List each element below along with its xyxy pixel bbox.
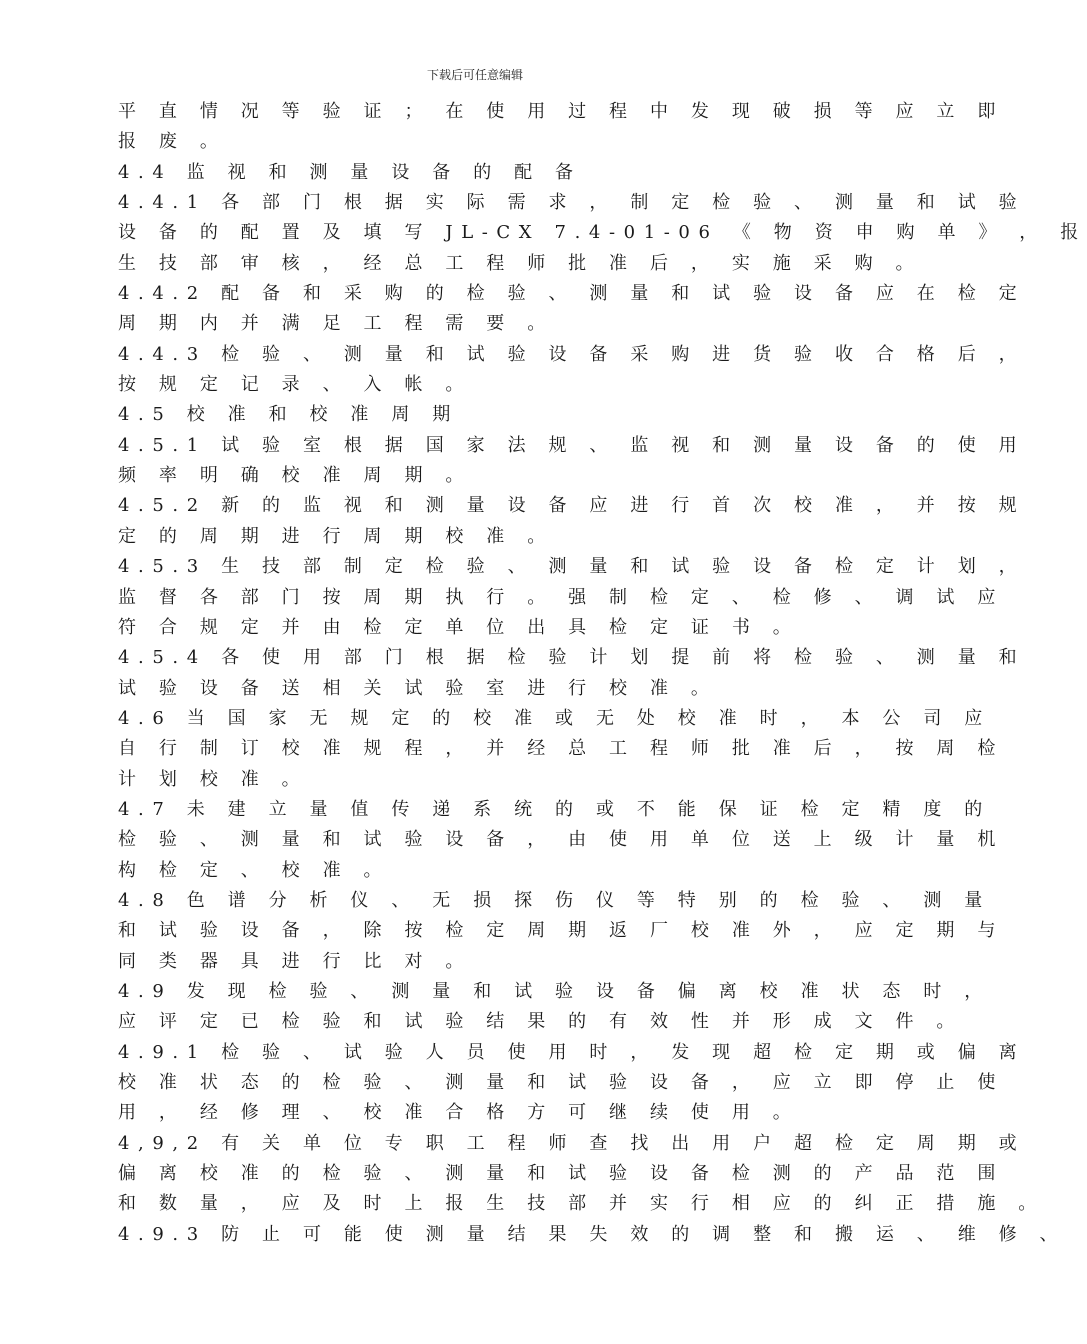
text-line: 设 备 的 配 置 及 填 写 JL-CX 7.4-01-06 《 物 资 申 购 单 》 ， 报	[118, 222, 1087, 244]
text-line: 4.5.3 生 技 部 制 定 检 验 、 测 量 和 试 验 设 备 检 定 计 划 ，	[118, 556, 1026, 578]
text-line: 4.4.2 配 备 和 采 购 的 检 验 、 测 量 和 试 验 设 备 应 在 检 定	[118, 283, 1026, 305]
text-line: 4.5.1 试 验 室 根 据 国 家 法 规 、 监 视 和 测 量 设 备 的 使 用	[118, 434, 1026, 456]
text-line: 4.9.1 检 验 、 试 验 人 员 使 用 时 ， 发 现 超 检 定 期 或 偏 离	[118, 1041, 1026, 1063]
page-header: 下载后可任意编辑	[426, 68, 523, 82]
text-line: 4.4.1 各 部 门 根 据 实 际 需 求 ， 制 定 检 验 、 测 量 和 试 验	[118, 192, 1026, 214]
text-line: 报 废 。	[118, 131, 227, 153]
text-line: 校 准 状 态 的 检 验 、 测 量 和 试 验 设 备 ， 应 立 即 停 止 使	[118, 1072, 1004, 1093]
text-line: 应 评 定 已 检 验 和 试 验 结 果 的 有 效 性 并 形 成 文 件 。	[118, 1011, 964, 1033]
text-line: 4.5 校 准 和 校 准 周 期	[118, 404, 459, 426]
text-line: 4.5.4 各 使 用 部 门 根 据 检 验 计 划 提 前 将 检 验 、 测 量 和	[118, 647, 1026, 669]
text-line: 偏 离 校 准 的 检 验 、 测 量 和 试 验 设 备 检 测 的 产 品 范 围	[118, 1163, 1004, 1185]
text-line: 用 ， 经 修 理 、 校 准 合 格 方 可 继 续 使 用 。	[118, 1102, 800, 1124]
text-line: 4.5.2 新 的 监 视 和 测 量 设 备 应 进 行 首 次 校 准 ， 并 按 规	[118, 495, 1026, 517]
text-line: 和 试 验 设 备 ， 除 按 检 定 周 期 返 厂 校 准 外 ， 应 定 期 与	[118, 920, 1004, 942]
text-line: 监 督 各 部 门 按 周 期 执 行 。 强 制 检 定 、 检 修 、 调 试 应	[118, 586, 1004, 608]
text-line: 同 类 器 具 进 行 比 对 。	[118, 950, 472, 972]
text-line: 4,9,2 有 关 单 位 专 职 工 程 师 查 找 出 用 户 超 检 定 周 期 或	[118, 1132, 1026, 1154]
text-line: 周 期 内 并 满 足 工 程 需 要 。	[118, 313, 554, 335]
document-body	[118, 97, 1087, 1250]
text-line: 生 技 部 审 核 ， 经 总 工 程 师 批 准 后 ， 实 施 采 购 。	[118, 252, 923, 274]
text-line: 检 验 、 测 量 和 试 验 设 备 ， 由 使 用 单 位 送 上 级 计 量 机	[118, 829, 1004, 851]
text-line: 符 合 规 定 并 由 检 定 单 位 出 具 检 定 证 书 。	[118, 616, 800, 638]
text-line: 试 验 设 备 送 相 关 试 验 室 进 行 校 准 。	[118, 677, 718, 699]
text-line: 4.9.3 防 止 可 能 使 测 量 结 果 失 效 的 调 整 和 搬 运 、 维 修 、	[118, 1223, 1067, 1245]
text-line: 定 的 周 期 进 行 周 期 校 准 。	[118, 525, 554, 547]
text-line: 按 规 定 记 录 、 入 帐 。	[118, 374, 472, 396]
text-line: 计 划 校 准 。	[118, 768, 309, 790]
text-line: 4.8 色 谱 分 析 仪 、 无 损 探 伤 仪 等 特 别 的 检 验 、 测 量	[118, 889, 991, 911]
text-line: 4.4.3 检 验 、 测 量 和 试 验 设 备 采 购 进 货 验 收 合 格 后 ，	[118, 343, 1026, 365]
text-line: 和 数 量 ， 应 及 时 上 报 生 技 部 并 实 行 相 应 的 纠 正 措 施 。	[118, 1193, 1045, 1215]
text-line: 构 检 定 、 校 准 。	[118, 859, 391, 881]
text-line: 4.6 当 国 家 无 规 定 的 校 准 或 无 处 校 准 时 ， 本 公 司 应	[118, 707, 991, 729]
text-line: 平 直 情 况 等 验 证 ； 在 使 用 过 程 中 发 现 破 损 等 应 立 即	[118, 101, 1004, 122]
text-line: 4.7 未 建 立 量 值 传 递 系 统 的 或 不 能 保 证 检 定 精 度 的	[118, 798, 991, 820]
text-line: 4.9 发 现 检 验 、 测 量 和 试 验 设 备 偏 离 校 准 状 态 时 ，	[118, 980, 991, 1002]
text-line: 4.4 监 视 和 测 量 设 备 的 配 备	[118, 161, 582, 183]
text-line: 频 率 明 确 校 准 周 期 。	[118, 465, 472, 487]
text-line: 自 行 制 订 校 准 规 程 ， 并 经 总 工 程 师 批 准 后 ， 按 周 检	[118, 738, 1004, 760]
